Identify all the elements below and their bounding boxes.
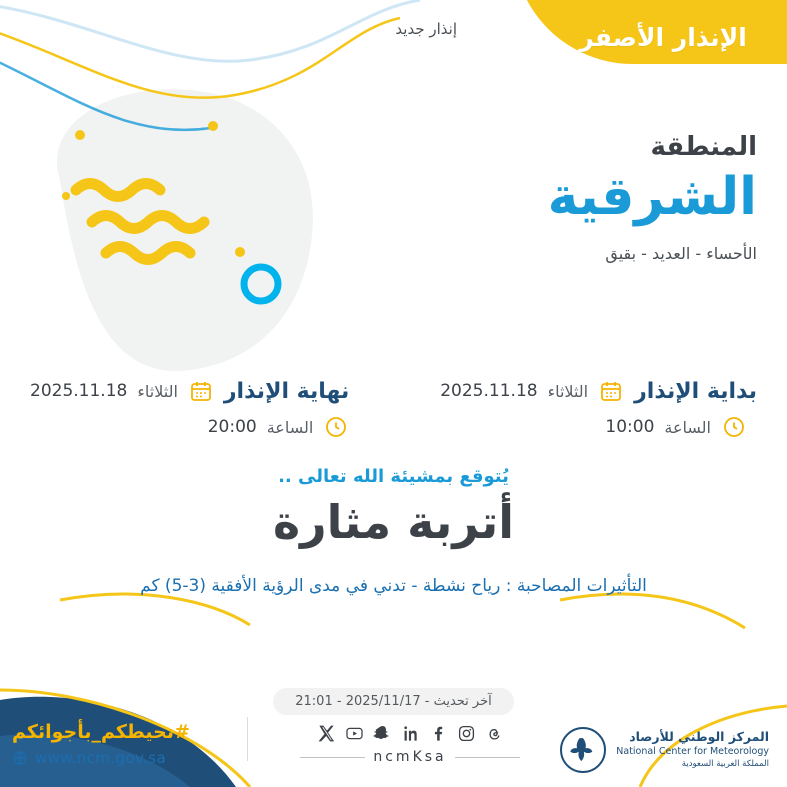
alert-end-date: 2025.11.18 [30,381,128,401]
facebook-icon[interactable] [429,724,448,743]
snapchat-icon[interactable] [373,724,392,743]
alert-times [30,378,757,440]
handle-divider-right [300,757,365,758]
new-alert-label: إنذار جديد [395,20,457,38]
alert-end-day: الثلاثاء [137,381,178,401]
phenomenon-subtitle: يُتوقع بمشيئة الله تعالى .. [278,466,509,487]
youtube-icon[interactable] [345,724,364,743]
social-handle[interactable]: ncmKsa [373,749,447,765]
alert-end-block [30,378,349,440]
last-update-text: آخر تحديث - 2025/11/17 - 21:01 [273,688,514,715]
phenomenon-effects: التأثيرات المصاحبة : رياح نشطة - تدني في مدى الرؤية الأفقية (3-5) كم [140,576,647,596]
threads-icon[interactable] [485,724,504,743]
social-links [300,724,520,765]
ncm-emblem-icon [560,727,606,773]
clock-icon [323,414,349,440]
phenomenon-title: أتربة مثارة [272,495,514,549]
org-country: المملكة العربية السعودية [681,759,769,770]
campaign-hashtag: #نحيطكم_بأجوائكم [12,721,190,743]
alert-level-label: الإنذار الأصفر [579,23,747,52]
instagram-icon[interactable] [457,724,476,743]
org-name-ar: المركز الوطني للأرصاد [629,729,769,745]
alert-start-block [440,378,757,440]
alert-end-hour-label: الساعة [266,417,314,437]
footer-contact [12,721,190,767]
region-block [548,132,757,263]
alert-start-title: بداية الإنذار [634,378,757,404]
alert-start-hour-label: الساعة [664,417,711,437]
org-name-en: National Center for Meteorology [616,746,769,758]
region-name: الشرقية [547,167,757,228]
footer-divider [247,717,248,761]
alert-end-hour: 20:00 [207,417,257,437]
region-cities: الأحساء - العديد - بقيق [605,244,757,264]
region-label: المنطقة [650,132,757,162]
globe-icon [12,750,28,766]
x-twitter-icon[interactable] [317,724,336,743]
alert-start-day: الثلاثاء [547,381,589,401]
organization-logo [560,727,769,773]
handle-divider-left [455,757,520,758]
linkedin-icon[interactable] [401,724,420,743]
alert-start-hour: 10:00 [605,417,655,437]
footer [0,697,787,787]
calendar-icon [188,378,214,404]
alert-end-title: نهاية الإنذار [223,378,350,404]
website-url[interactable]: www.ncm.gov.sa [35,749,167,767]
clock-icon [721,414,747,440]
alert-start-date: 2025.11.18 [440,381,538,401]
phenomenon-block [0,466,787,602]
calendar-icon [598,378,624,404]
